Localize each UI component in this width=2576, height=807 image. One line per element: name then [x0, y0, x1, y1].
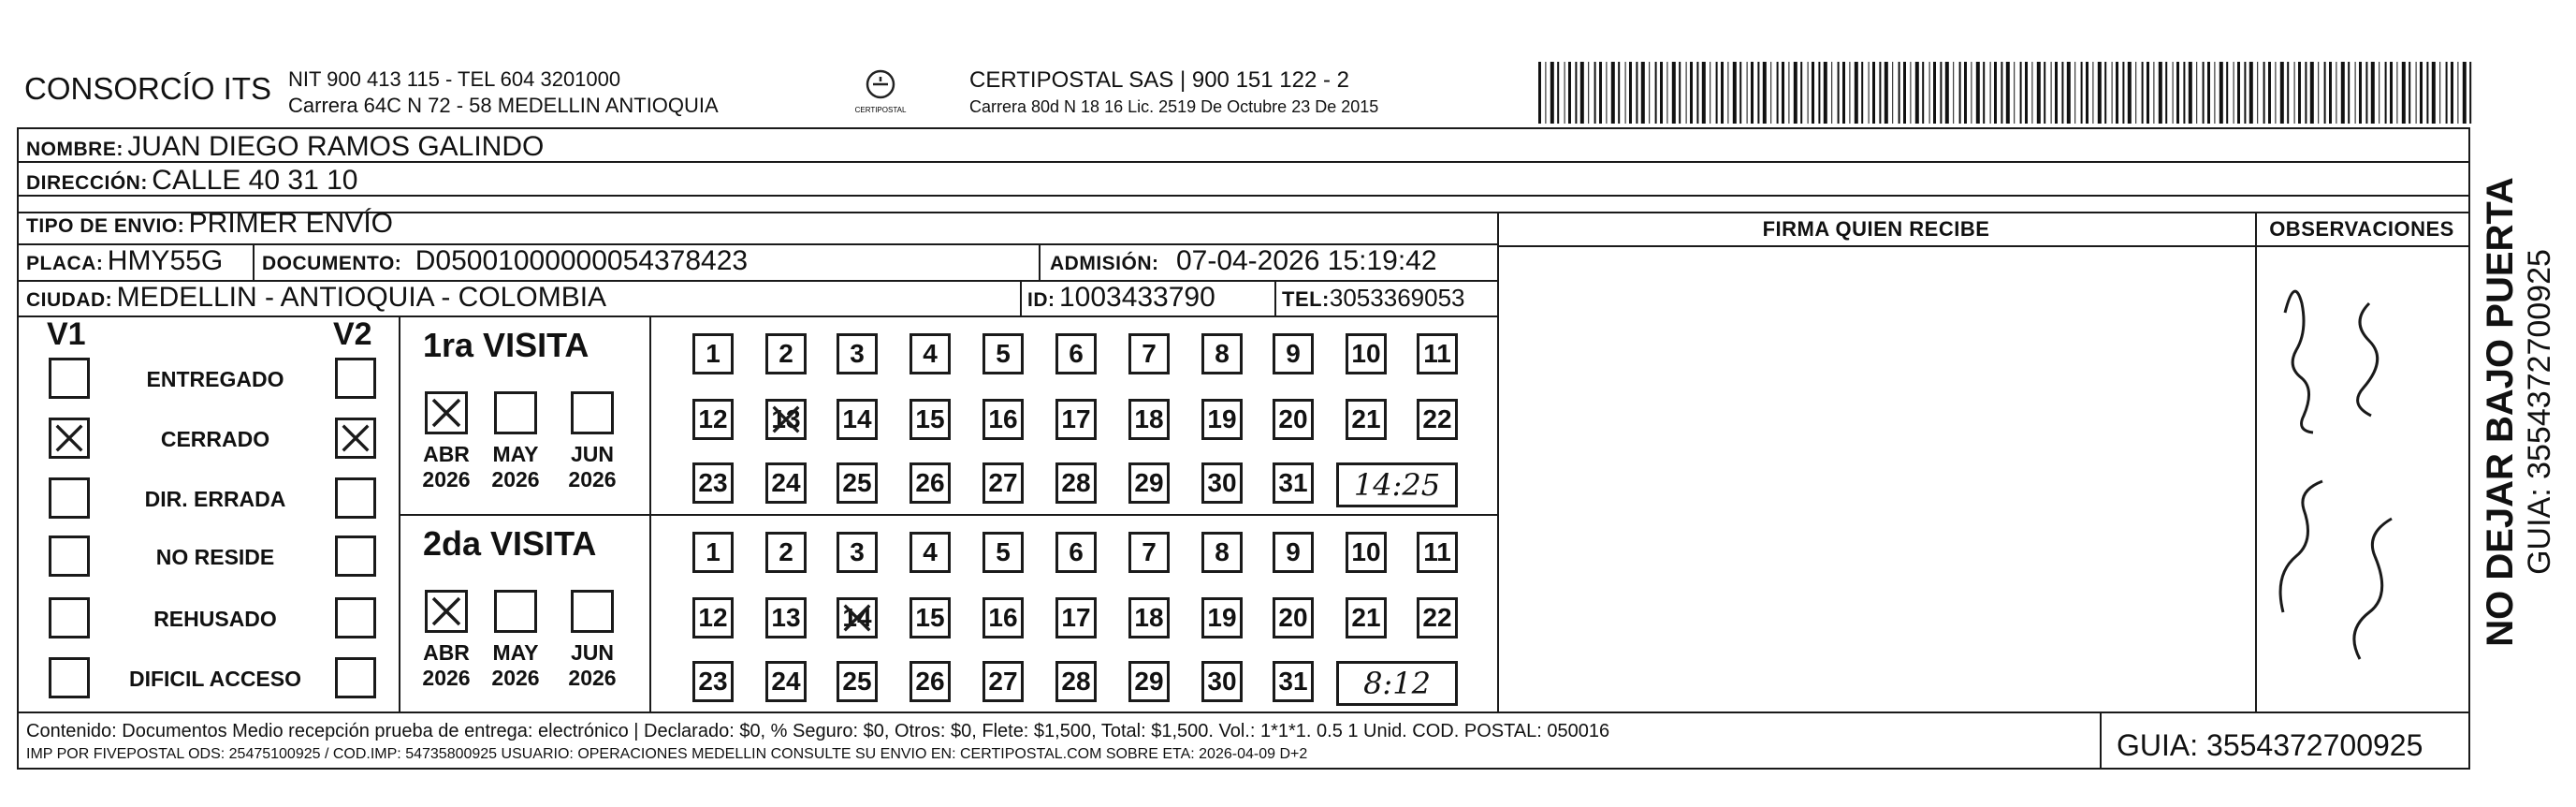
side-guia: GUIA: 3554372700925 — [2522, 249, 2557, 575]
day-box[interactable] — [982, 532, 1024, 573]
direccion-label: DIRECCIÓN: — [26, 172, 148, 194]
tel-label: TEL: — [1282, 287, 1330, 311]
day-number: 4 — [923, 339, 938, 368]
day-box[interactable] — [1201, 333, 1243, 374]
day-box[interactable] — [837, 532, 878, 573]
day-box[interactable] — [1417, 333, 1458, 374]
day-box[interactable] — [1055, 399, 1097, 440]
day-number: 15 — [915, 603, 945, 632]
visit-time-value: 14:25 — [1353, 467, 1441, 503]
day-number: 22 — [1422, 603, 1452, 632]
day-number: 27 — [988, 667, 1018, 696]
side-text — [2480, 140, 2564, 683]
v2-checkbox[interactable] — [335, 418, 376, 459]
month-checkbox[interactable] — [494, 590, 537, 633]
day-number: 1 — [706, 537, 720, 566]
day-box[interactable] — [1201, 532, 1243, 573]
sender-nit: NIT 900 413 115 - TEL 604 3201000 — [288, 67, 621, 91]
carrier-logo-text: CERTIPOSTAL — [854, 106, 907, 114]
day-number: 3 — [850, 339, 865, 368]
ciudad-row — [26, 282, 606, 314]
day-number: 5 — [996, 537, 1011, 566]
v1-checkbox[interactable] — [49, 536, 90, 577]
v2-checkbox[interactable] — [335, 358, 376, 399]
day-box[interactable] — [982, 462, 1024, 504]
day-box[interactable] — [1273, 462, 1314, 504]
day-box[interactable] — [1273, 399, 1314, 440]
day-box[interactable] — [1417, 532, 1458, 573]
day-box[interactable] — [1346, 333, 1387, 374]
day-number: 25 — [842, 667, 872, 696]
day-number: 10 — [1351, 339, 1381, 368]
footer-imp: IMP POR FIVEPOSTAL ODS: 25475100925 / COD.IMP: 54735800925 USUARIO: OPERACIONES MEDELLIN CONSULTE SU ENVIO EN: CERTIPOSTAL.COM SOBRE ETA: 2026-04-09 D+2 — [26, 746, 1308, 762]
month-checkbox[interactable] — [571, 590, 614, 633]
day-box[interactable] — [1346, 399, 1387, 440]
v2-checkbox[interactable] — [335, 657, 376, 698]
day-box[interactable] — [765, 532, 807, 573]
day-box[interactable] — [692, 399, 734, 440]
day-number: 16 — [988, 404, 1018, 433]
day-box[interactable] — [1128, 661, 1170, 702]
day-box[interactable] — [1128, 532, 1170, 573]
status-option-label: NO RESIDE — [155, 545, 275, 569]
month-checkbox[interactable] — [425, 391, 468, 434]
day-box[interactable] — [1273, 661, 1314, 702]
month-label: JUN 2026 — [568, 640, 617, 690]
day-box[interactable] — [765, 333, 807, 374]
day-box[interactable] — [1201, 462, 1243, 504]
day-number: 26 — [915, 667, 945, 696]
day-number: 17 — [1061, 603, 1091, 632]
day-number: 10 — [1351, 537, 1381, 566]
admision-value: 07-04-2026 15:19:42 — [1175, 245, 1437, 276]
day-number: 11 — [1423, 537, 1451, 566]
day-box[interactable] — [1055, 462, 1097, 504]
day-number: 19 — [1207, 603, 1237, 632]
day-box[interactable] — [910, 597, 951, 638]
placa-label: PLACA: — [26, 253, 104, 274]
v1-checkbox[interactable] — [49, 597, 90, 638]
direccion-row — [26, 165, 357, 197]
day-number: 20 — [1278, 603, 1308, 632]
day-number: 2 — [779, 339, 793, 368]
sender-address: Carrera 64C N 72 - 58 MEDELLIN ANTIOQUIA — [288, 94, 719, 117]
placa-value: HMY55G — [107, 245, 224, 276]
day-box[interactable] — [1055, 597, 1097, 638]
documento-row — [262, 245, 748, 277]
day-number: 23 — [698, 468, 728, 497]
month-label: MAY 2026 — [491, 640, 540, 690]
status-option-label: CERRADO — [160, 427, 270, 451]
status-option-label: DIR. ERRADA — [144, 487, 286, 511]
day-number: 8 — [1215, 537, 1230, 566]
day-box[interactable] — [692, 532, 734, 573]
day-number: 14 — [842, 404, 872, 433]
day-box[interactable] — [1055, 532, 1097, 573]
firma-header: FIRMA QUIEN RECIBE — [1762, 217, 1990, 241]
month-label: MAY 2026 — [491, 442, 540, 492]
visit-time-value: 8:12 — [1363, 666, 1431, 701]
day-box[interactable] — [837, 333, 878, 374]
day-box[interactable] — [765, 661, 807, 702]
day-box[interactable] — [765, 399, 807, 440]
day-number: 16 — [988, 603, 1018, 632]
v1-checkbox[interactable] — [49, 657, 90, 698]
day-box[interactable] — [765, 462, 807, 504]
day-number: 23 — [698, 667, 728, 696]
day-number: 12 — [698, 603, 728, 632]
id-label: ID: — [1027, 289, 1055, 311]
visit-title: 2da VISITA — [423, 524, 597, 563]
day-number: 20 — [1278, 404, 1308, 433]
observaciones-header: OBSERVACIONES — [2269, 217, 2454, 241]
day-number: 29 — [1134, 468, 1164, 497]
carrier-address: Carrera 80d N 18 16 Lic. 2519 De Octubre 23 De 2015 — [969, 97, 1379, 116]
carrier-name: CERTIPOSTAL SAS | 900 151 122 - 2 — [969, 67, 1349, 93]
visit-time-box[interactable] — [1336, 462, 1458, 507]
day-box[interactable] — [837, 661, 878, 702]
month-label: JUN 2026 — [568, 442, 617, 492]
day-number: 9 — [1286, 537, 1301, 566]
day-box[interactable] — [1417, 597, 1458, 638]
tel-value: 3053369053 — [1329, 284, 1465, 312]
status-option-label: DIFICIL ACCESO — [128, 667, 301, 691]
day-number: 11 — [1423, 339, 1451, 368]
day-number: 6 — [1069, 537, 1084, 566]
day-box[interactable] — [982, 597, 1024, 638]
day-number: 7 — [1142, 537, 1157, 566]
barcode — [1538, 62, 2474, 124]
ciudad-value: MEDELLIN - ANTIOQUIA - COLOMBIA — [116, 282, 607, 313]
day-number: 7 — [1142, 339, 1157, 368]
carrier-logo — [848, 66, 913, 118]
day-box[interactable] — [1273, 532, 1314, 573]
day-box[interactable] — [1128, 462, 1170, 504]
admision-label: ADMISIÓN: — [1050, 253, 1159, 274]
day-number: 17 — [1061, 404, 1091, 433]
day-box[interactable] — [692, 333, 734, 374]
day-box[interactable] — [837, 597, 878, 638]
day-box[interactable] — [692, 661, 734, 702]
id-row — [1027, 282, 1215, 314]
day-box[interactable] — [1055, 333, 1097, 374]
month-label: ABR 2026 — [422, 442, 471, 492]
status-option-label: REHUSADO — [153, 607, 277, 631]
day-number: 6 — [1069, 339, 1084, 368]
day-box[interactable] — [1346, 532, 1387, 573]
v2-checkbox[interactable] — [335, 477, 376, 519]
day-number: 30 — [1207, 667, 1237, 696]
day-number: 14 — [842, 603, 872, 632]
direccion-value: CALLE 40 31 10 — [152, 165, 358, 196]
day-box[interactable] — [1128, 597, 1170, 638]
day-number: 13 — [771, 404, 801, 433]
day-number: 28 — [1061, 468, 1091, 497]
v2-checkbox[interactable] — [335, 597, 376, 638]
day-box[interactable] — [1201, 399, 1243, 440]
day-number: 4 — [923, 537, 938, 566]
v2-header: V2 — [333, 316, 372, 352]
day-box[interactable] — [1201, 661, 1243, 702]
day-number: 30 — [1207, 468, 1237, 497]
day-number: 25 — [842, 468, 872, 497]
month-checkbox[interactable] — [494, 391, 537, 434]
month-checkbox[interactable] — [425, 590, 468, 633]
day-number: 28 — [1061, 667, 1091, 696]
day-box[interactable] — [982, 399, 1024, 440]
tipo-value: PRIMER ENVÍO — [188, 208, 394, 239]
day-number: 31 — [1278, 667, 1308, 696]
day-number: 21 — [1351, 603, 1381, 632]
visit-title: 1ra VISITA — [423, 326, 589, 364]
tipo-label: TIPO DE ENVIO: — [26, 215, 185, 237]
tipo-row — [26, 208, 393, 240]
day-box[interactable] — [982, 333, 1024, 374]
v1-header: V1 — [47, 316, 86, 352]
day-number: 1 — [706, 339, 720, 368]
nombre-value: JUAN DIEGO RAMOS GALINDO — [127, 131, 545, 162]
day-number: 29 — [1134, 667, 1164, 696]
day-number: 3 — [850, 537, 865, 566]
footer-content: Contenido: Documentos Medio recepción prueba de entrega: electrónico | Declarado: $0, % Seguro: $0, Otros: $0, Flete: $1,500, Total: $1,500. Vol.: 1*1*1. 0.5 1 Unid. COD. POSTAL: 050016 — [26, 721, 1610, 741]
handwritten-notes — [2257, 247, 2468, 712]
day-box[interactable] — [765, 597, 807, 638]
month-checkbox[interactable] — [571, 391, 614, 434]
day-box[interactable] — [837, 462, 878, 504]
placa-row — [26, 245, 223, 277]
carrier-logo-icon — [848, 66, 913, 118]
day-number: 26 — [915, 468, 945, 497]
day-box[interactable] — [1055, 661, 1097, 702]
day-box[interactable] — [910, 399, 951, 440]
day-number: 19 — [1207, 404, 1237, 433]
status-option-label: ENTREGADO — [146, 367, 284, 391]
v1-checkbox[interactable] — [49, 358, 90, 399]
day-box[interactable] — [982, 661, 1024, 702]
day-box[interactable] — [1417, 399, 1458, 440]
day-number: 31 — [1278, 468, 1308, 497]
sender-name: CONSORCÍO ITS — [24, 71, 272, 106]
day-box[interactable] — [692, 462, 734, 504]
day-number: 5 — [996, 339, 1011, 368]
month-label: ABR 2026 — [422, 640, 471, 690]
ciudad-label: CIUDAD: — [26, 289, 113, 311]
day-box[interactable] — [837, 399, 878, 440]
v2-checkbox[interactable] — [335, 536, 376, 577]
day-number: 24 — [771, 667, 801, 696]
day-number: 22 — [1422, 404, 1452, 433]
day-number: 24 — [771, 468, 801, 497]
admision-row — [1050, 245, 1437, 277]
nombre-row — [26, 131, 544, 163]
day-box[interactable] — [1346, 597, 1387, 638]
day-box[interactable] — [1128, 399, 1170, 440]
documento-value: D05001000000054378423 — [415, 245, 749, 276]
day-number: 18 — [1134, 603, 1164, 632]
day-number: 21 — [1351, 404, 1381, 433]
day-box[interactable] — [1128, 333, 1170, 374]
day-number: 9 — [1286, 339, 1301, 368]
day-number: 13 — [771, 603, 801, 632]
visit-time-box[interactable] — [1336, 661, 1458, 706]
documento-label: DOCUMENTO: — [262, 253, 402, 274]
day-number: 2 — [779, 537, 793, 566]
day-box[interactable] — [910, 333, 951, 374]
day-box[interactable] — [1201, 597, 1243, 638]
day-number: 15 — [915, 404, 945, 433]
day-number: 12 — [698, 404, 728, 433]
v1-checkbox[interactable] — [49, 477, 90, 519]
footer-guia: GUIA: 3554372700925 — [2117, 728, 2423, 762]
day-box[interactable] — [910, 661, 951, 702]
day-box[interactable] — [1273, 333, 1314, 374]
day-number: 8 — [1215, 339, 1230, 368]
day-box[interactable] — [910, 462, 951, 504]
tel-row — [1282, 284, 1465, 313]
day-box[interactable] — [692, 597, 734, 638]
v1-checkbox[interactable] — [49, 418, 90, 459]
day-number: 18 — [1134, 404, 1164, 433]
id-value: 1003433790 — [1058, 282, 1215, 313]
nombre-label: NOMBRE: — [26, 139, 124, 160]
day-box[interactable] — [910, 532, 951, 573]
side-warning: NO DEJAR BAJO PUERTA — [2480, 177, 2521, 647]
day-number: 27 — [988, 468, 1018, 497]
day-box[interactable] — [1273, 597, 1314, 638]
